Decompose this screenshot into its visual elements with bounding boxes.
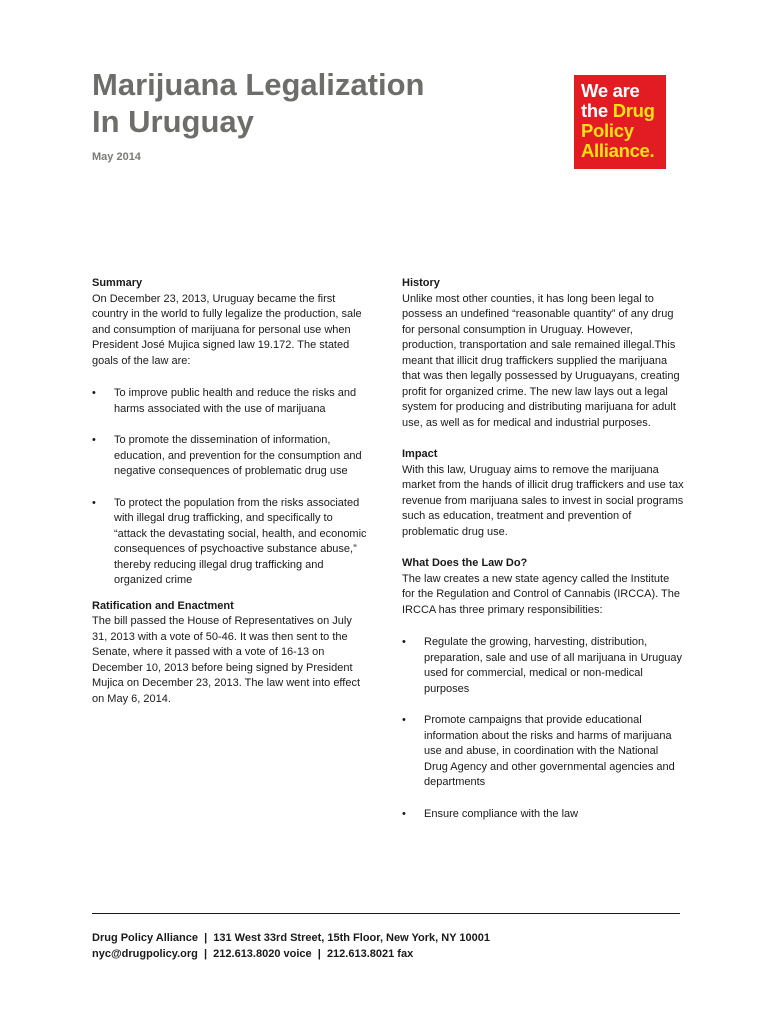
history-heading: History [402,277,440,289]
publication-date: May 2014 [92,151,141,163]
footer-contact: nyc@drugpolicy.org | 212.613.8020 voice | 212.613.8021 fax [92,948,414,960]
footer [92,930,490,962]
list-item [92,496,368,589]
impact-text: With this law, Uruguay aims to remove the marijuana market from the hands of illicit drug traffickers and use tax revenue from marijuana sales to invest in social programs such as education, treatment and prevention of problematic drug use. [402,463,684,538]
title-line-2: In Uruguay [92,104,254,139]
list-item [92,386,368,417]
goal-text: To improve public health and reduce the risks and harms associated with the use of marijuana [114,387,357,415]
footer-address: Drug Policy Alliance | 131 West 33rd Street, 15th Floor, New York, NY 10001 [92,932,491,944]
logo-line-2-white: the [581,100,613,121]
footer-divider [92,913,680,914]
bullet-icon: • [402,636,406,648]
list-item [402,635,684,697]
law-heading: What Does the Law Do? [402,557,528,569]
ratification-heading: Ratification and Enactment [92,599,234,612]
goal-text: To protect the population from the risks associated with illegal drug trafficking, and specifically to “attack the devastating social, health, and economic consequences of psychoactive substance abuse,” thereby reducing illegal drug trafficking and organized crime [114,496,367,586]
responsibility-text: Ensure compliance with the law [424,807,579,820]
bullet-icon: • [92,387,96,399]
document-title [92,66,424,140]
logo-line-2 [581,101,660,121]
logo-line-3: Policy [581,120,634,141]
list-item [92,433,368,480]
bullet-icon: • [402,807,406,820]
right-column [402,276,684,838]
history-text: Unlike most other counties, it has long been legal to possess an undefined “reasonable quantity” of any drug for personal consumption in Uruguay. However, production, transportation and sale remained illegal.This meant that illicit drug traffickers supplied the marijuana that was then legally possessed by Uruguayans, creating profit for organized crime. The new law lays out a legal system for producing and distributing marijuana for adult use, as well as for medical and industrial purposes. [402,292,680,429]
title-line-1: Marijuana Legalization [92,67,425,102]
left-column [92,276,368,707]
goals-list [92,386,368,589]
bullet-icon: • [402,714,406,726]
responsibility-text: Promote campaigns that provide educational information about the risks and harms of marijuana use and abuse, in coordination with the National Drug Agency and other governmental agencies and departments [424,714,675,788]
ratification-text: The bill passed the House of Representatives on July 31, 2013 with a vote of 50-46. It was then sent to the Senate, where it passed with a vote of 16-13 on December 10, 2013 before being signed by President Mujica on December 23, 2013. The law went into effect on May 6, 2014. [92,615,361,705]
summary-heading: Summary [92,277,143,289]
logo-line-1: We are [581,80,640,101]
logo-line-2-yellow: Drug [612,100,655,121]
logo-line-4: Alliance. [581,140,655,161]
law-text: The law creates a new state agency called the Institute for the Regulation and Control of Cannabis (IRCCA). The IRCCA has three primary responsibilities: [402,572,680,616]
responsibility-text: Regulate the growing, harvesting, distribution, preparation, sale and use of all marijuana in Uruguay used for commercial, medical or non-medical purposes [424,636,683,695]
summary-text: On December 23, 2013, Uruguay became the first country in the world to fully legalize the production, sale and consumption of marijuana for personal use when President José Mujica signed law 19.172. The stated goals of the law are: [92,292,362,367]
bullet-icon: • [92,434,96,446]
responsibilities-list [402,635,684,822]
impact-heading: Impact [402,448,438,460]
goal-text: To promote the dissemination of information, education, and prevention for the consumption and negative consequences of problematic drug use [114,434,362,477]
dpa-logo [574,75,666,169]
list-item [402,713,684,791]
bullet-icon: • [92,496,96,509]
list-item [402,807,684,823]
